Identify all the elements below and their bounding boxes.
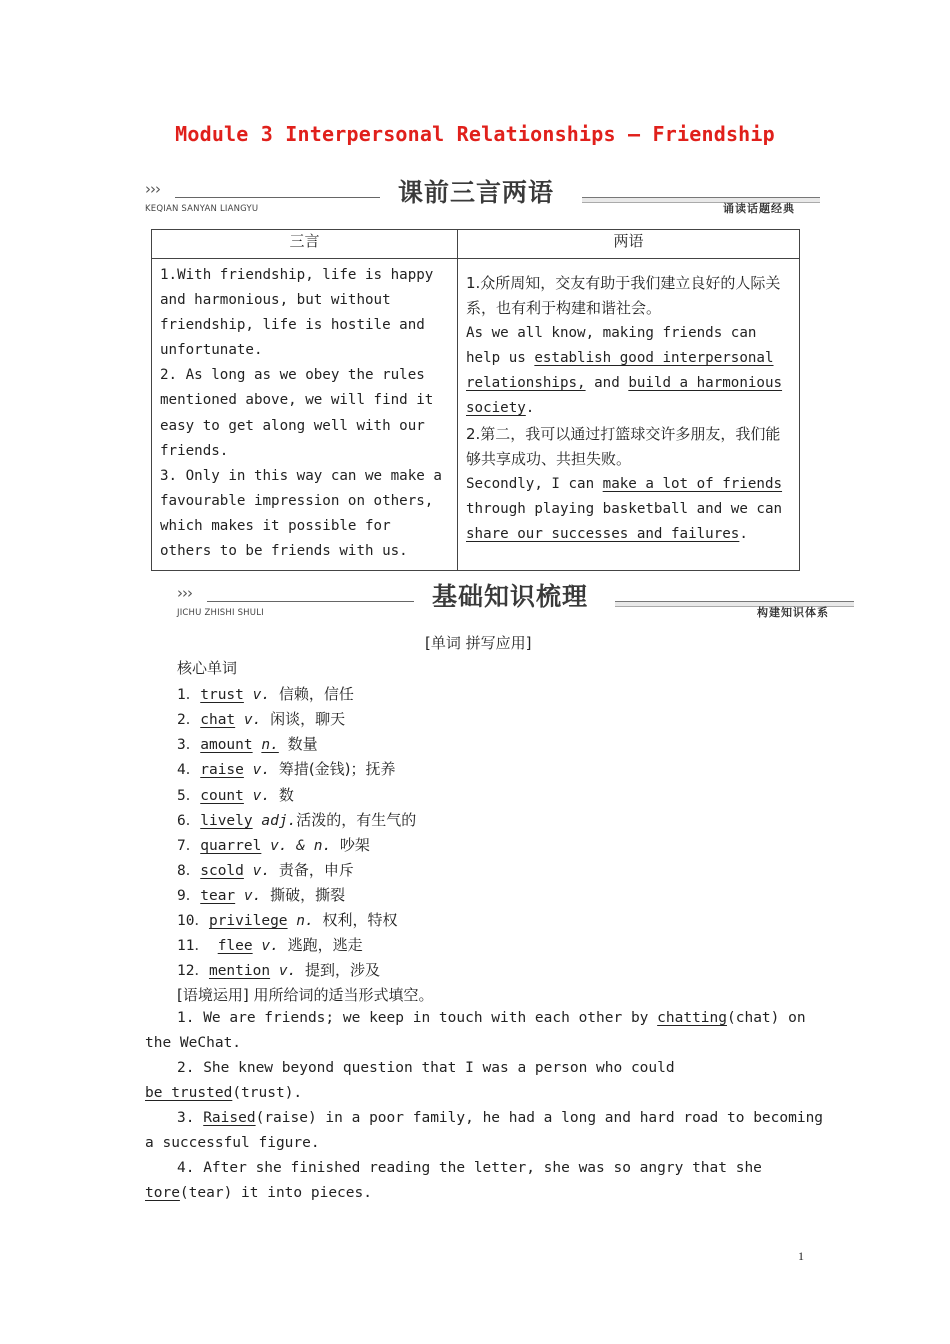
word-answer: count (200, 788, 244, 804)
banner-heading: 课前三言两语 (398, 178, 555, 207)
answer-blank: tore (145, 1185, 180, 1201)
banner-tag: 诵读话题经典 (723, 202, 795, 215)
word-answer: amount (200, 737, 253, 753)
banner-pinyin: JICHU ZHISHI SHULI (177, 608, 264, 618)
liangyu-cell (458, 259, 800, 571)
liangyu-item-2-english: Secondly, I can make a lot of friends through playing basketball and we can share our successes and failures. (466, 475, 783, 542)
page-number: 1 (798, 1249, 804, 1263)
word-answer: scold (200, 863, 244, 879)
list-item: 3．amount n. 数量 (177, 735, 318, 753)
word-answer: mention (208, 963, 271, 979)
word-answer: trust (200, 687, 244, 703)
list-item: 11． flee v. 逃跑，逃走 (177, 936, 363, 954)
answer-blank: be trusted (145, 1085, 233, 1101)
list-item: 8．scold v. 责备，申斥 (177, 861, 354, 879)
word-answer: privilege (208, 913, 288, 929)
sanyan-item-3: 3. Only in this way can we make a favourable impression on others, which makes it possible for others to be friends with us. (160, 467, 442, 560)
quotes-table (151, 229, 800, 571)
answer-blank: share our successes and failures (466, 525, 740, 542)
word-answer: chat (200, 712, 236, 728)
chevrons-icon: ››› (145, 180, 160, 198)
list-item: 10．privilege n. 权利，特权 (177, 911, 398, 929)
exercise-2-line-2: be trusted(trust). (145, 1085, 303, 1101)
exercise-3-line-1: 3. Raised(raise) in a poor family, he had a long and hard road to becoming (177, 1110, 824, 1126)
word-answer: flee (217, 938, 253, 954)
sanyan-cell (152, 259, 458, 571)
page-title: Module 3 Interpersonal Relationships — Friendship (175, 122, 775, 146)
sanyan-item-1: 1.With friendship, life is happy and harmonious, but without friendship, life is hostile and unfortunate. (160, 267, 434, 359)
list-item: 6．lively adj.活泼的，有生气的 (177, 811, 417, 829)
liangyu-item-1-english: As we all know, making friends can help us establish good interpersonal relationships, and build a harmonious society. (466, 325, 783, 417)
column-header-liangyu: 两语 (458, 230, 800, 259)
list-item: 12．mention v. 提到，涉及 (177, 961, 381, 979)
column-header-sanyan: 三言 (152, 230, 458, 259)
banner-tag: 构建知识体系 (757, 606, 829, 619)
chevrons-icon: ››› (177, 584, 192, 602)
liangyu-item-1-chinese: 1.众所周知，交友有助于我们建立良好的人际关系，也有利于构建和谐社会。 (466, 274, 781, 318)
answer-blank: Raised (203, 1110, 256, 1126)
list-item: 9．tear v. 撕破，撕裂 (177, 886, 346, 904)
word-answer: raise (200, 762, 244, 778)
list-item: 4．raise v. 筹措(金钱)；抚养 (177, 760, 396, 778)
banner-pinyin: KEQIAN SANYAN LIANGYU (145, 204, 259, 214)
answer-blank: build a harmonious society (466, 375, 783, 417)
word-answer: tear (200, 888, 236, 904)
sanyan-item-2: 2. As long as we obey the rules mentioned above, we will find it easy to get along well with our friends. (160, 367, 434, 459)
exercise-4-line-2: tore(tear) it into pieces. (145, 1185, 372, 1201)
answer-blank: chatting (657, 1010, 727, 1026)
list-item: 7．quarrel v. & n. 吵架 (177, 836, 370, 854)
answer-blank: establish good interpersonal relationships, (466, 350, 774, 392)
exercise-1-line-2: the WeChat. (145, 1035, 242, 1051)
answer-blank: make a lot of friends (602, 475, 783, 492)
section-title: [单词 拼写应用] (425, 634, 532, 652)
exercise-1-line-1: 1. We are friends; we keep in touch with each other by chatting(chat) on (177, 1010, 806, 1026)
exercise-2-line-1: 2. She knew beyond question that I was a person who could (177, 1060, 675, 1076)
section-banner-jichu (177, 584, 854, 628)
list-item: 1．trust v. 信赖，信任 (177, 685, 354, 703)
word-answer: quarrel (200, 838, 262, 854)
core-words-label: 核心单词 (177, 659, 238, 677)
word-answer: lively (200, 813, 253, 829)
exercise-3-line-2: a successful figure. (145, 1135, 320, 1151)
list-item: 2．chat v. 闲谈，聊天 (177, 710, 346, 728)
section-banner-keqian (145, 180, 820, 224)
exercise-4-line-1: 4. After she finished reading the letter, she was so angry that she (177, 1160, 762, 1176)
liangyu-item-2-chinese: 2.第二，我可以通过打篮球交许多朋友，我们能够共享成功、共担失败。 (466, 424, 781, 468)
list-item: 5．count v. 数 (177, 786, 294, 804)
banner-heading: 基础知识梳理 (432, 582, 589, 611)
context-label: [语境运用] 用所给词的适当形式填空。 (177, 986, 434, 1004)
